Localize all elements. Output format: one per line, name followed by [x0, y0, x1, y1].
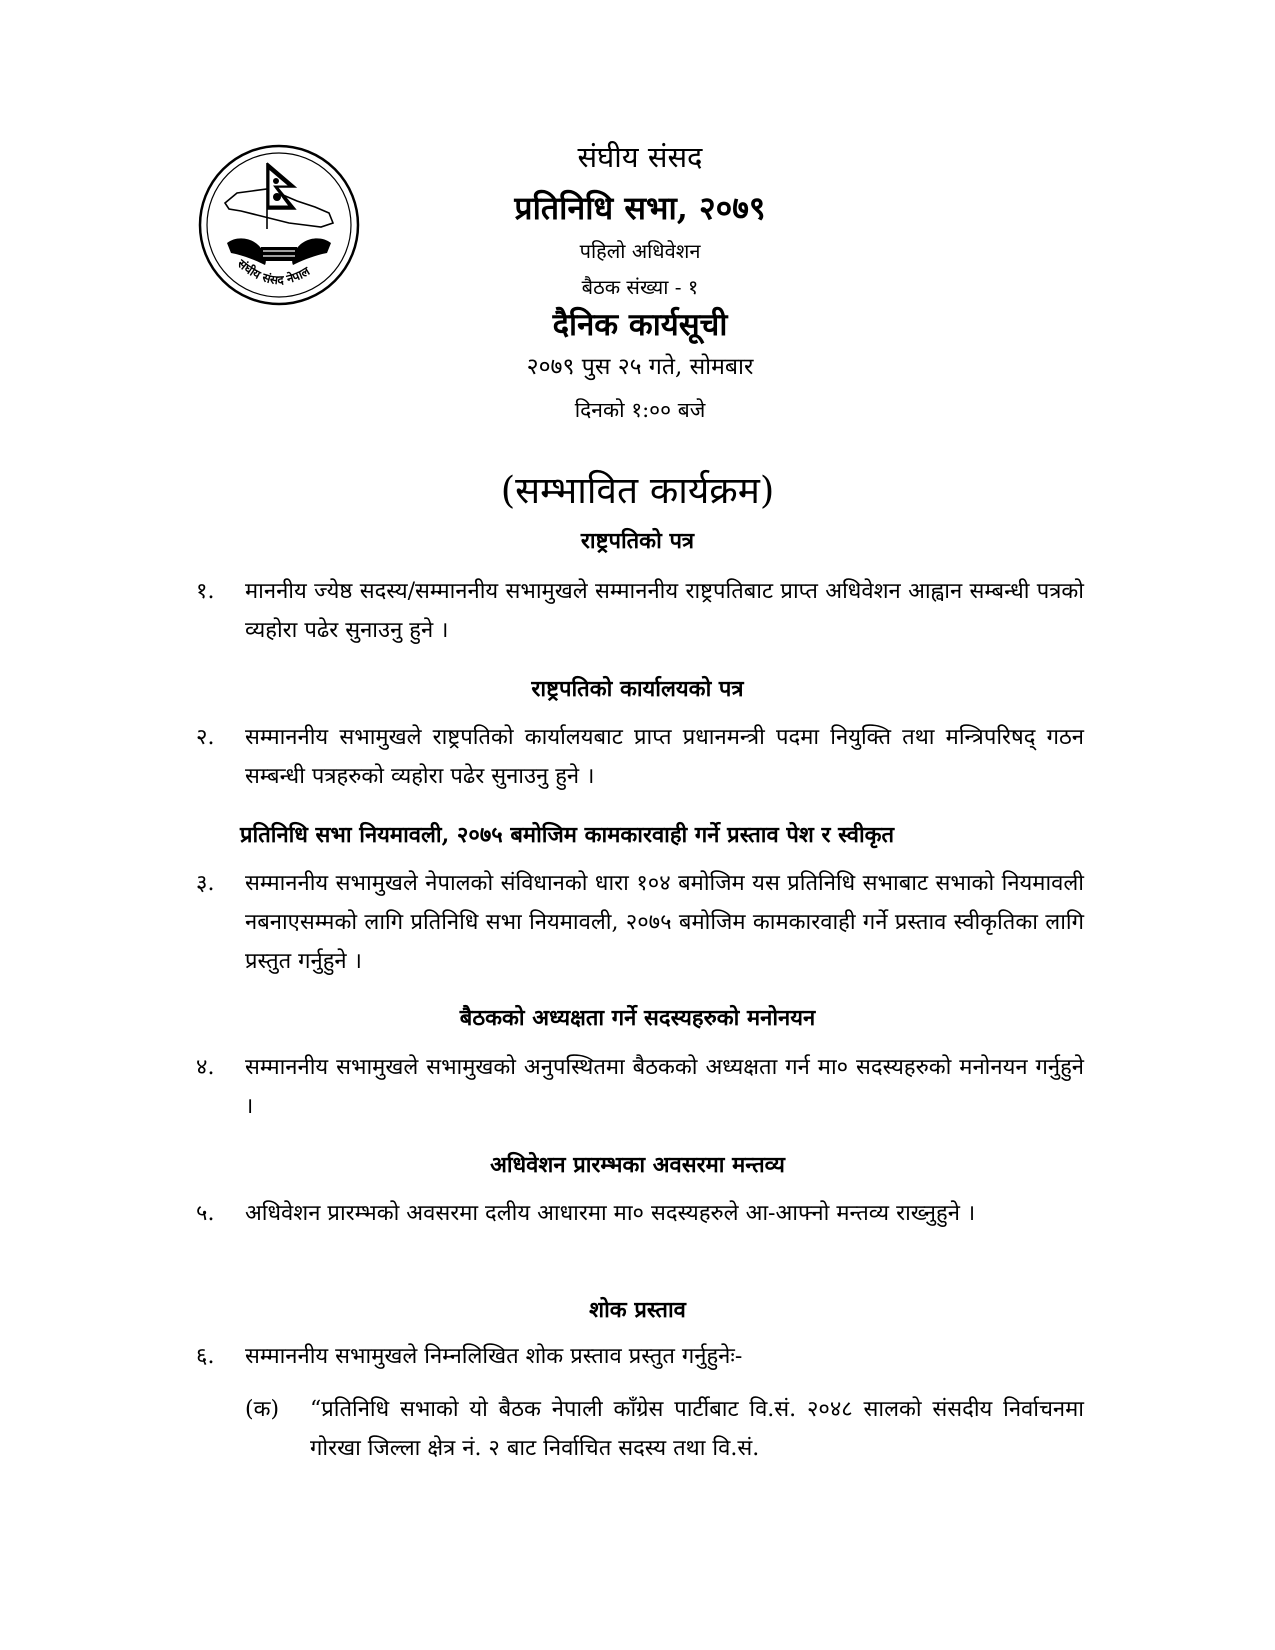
- agenda-item-1: [196, 572, 1084, 650]
- agenda-item-5: [196, 1194, 1084, 1233]
- item-number: १.: [196, 579, 215, 604]
- agenda-item-6: [196, 1337, 1084, 1376]
- agenda-item-3: [196, 864, 1084, 981]
- item-number: ४.: [196, 1055, 215, 1080]
- item-text: सम्माननीय सभामुखले राष्ट्रपतिको कार्यालयबाट प्राप्त प्रधानमन्त्री पदमा नियुक्ति तथा मन्त्रिपरिषद् गठन सम्बन्धी पत्रहरुको व्यहोरा पढेर सुनाउनु हुने ।: [245, 725, 1084, 790]
- section-heading-1: राष्ट्रपतिको पत्र: [580, 528, 695, 554]
- section-heading-3: प्रतिनिधि सभा नियमावली, २०७५ बमोजिम कामकारवाही गर्ने प्रस्ताव पेश र स्वीकृत: [240, 822, 895, 848]
- emblem-text: संघीय संसद नेपाल: [234, 256, 313, 288]
- item-text: माननीय ज्येष्ठ सदस्य/सम्माननीय सभामुखले सम्माननीय राष्ट्रपतिबाट प्राप्त अधिवेशन आह्वान सम्बन्धी पत्रको व्यहोरा पढेर सुनाउनु हुने ।: [245, 579, 1084, 644]
- item-text: अधिवेशन प्रारम्भको अवसरमा दलीय आधारमा मा० सदस्यहरुले आ-आफ्नो मन्तव्य राख्नुहुने ।: [245, 1201, 976, 1226]
- section-heading-2: राष्ट्रपतिको कार्यालयको पत्र: [531, 676, 744, 702]
- item-number: ६.: [196, 1344, 215, 1369]
- item-text: सम्माननीय सभामुखले सभामुखको अनुपस्थितमा बैठकको अध्यक्षता गर्न मा० सदस्यहरुको मनोनयन गर्नुहुने ।: [245, 1055, 1084, 1120]
- item-number: ५.: [196, 1201, 215, 1226]
- section-heading-6: शोक प्रस्ताव: [589, 1297, 686, 1323]
- document-header: [420, 140, 860, 423]
- meeting-number: बैठक संख्या - १: [581, 275, 699, 300]
- section-heading-4: बैठकको अध्यक्षता गर्ने सदस्यहरुको मनोनयन: [459, 1005, 816, 1031]
- sub-item-number: (क): [245, 1397, 280, 1422]
- parliament-emblem: [197, 143, 361, 307]
- meeting-date: २०७९ पुस २५ गते, सोमबार: [526, 354, 754, 381]
- parliament-name: संघीय संसद: [577, 140, 703, 174]
- agenda-title: दैनिक कार्यसूची: [552, 307, 728, 344]
- item-number: ३.: [196, 871, 215, 896]
- meeting-time: दिनको १:०० बजे: [574, 397, 706, 422]
- item-text: सम्माननीय सभामुखले नेपालको संविधानको धारा १०४ बमोजिम यस प्रतिनिधि सभाबाट सभाको नियमावली नबनाएसम्मको लागि प्रतिनिधि सभा नियमावली, २०७५ बमोजिम कामकारवाही गर्ने प्रस्ताव स्वीकृतिका लागि प्रस्तुत गर्नुहुने ।: [245, 871, 1084, 975]
- session-label: पहिलो अधिवेशन: [579, 239, 701, 264]
- item-number: २.: [196, 725, 215, 750]
- agenda-item-2: [196, 718, 1084, 796]
- program-title: (सम्भावित कार्यक्रम): [500, 469, 775, 512]
- sub-item-text: “प्रतिनिधि सभाको यो बैठक नेपाली काँग्रेस पार्टीबाट वि.सं. २०४८ सालको संसदीय निर्वाचनमा गोरखा जिल्ला क्षेत्र नं. २ बाट निर्वाचित सदस्य तथा वि.सं.: [310, 1397, 1084, 1462]
- item-text: सम्माननीय सभामुखले निम्नलिखित शोक प्रस्ताव प्रस्तुत गर्नुहुनेः-: [245, 1344, 743, 1369]
- sub-item-ka: [245, 1390, 1084, 1468]
- agenda-item-4: [196, 1048, 1084, 1126]
- house-name: प्रतिनिधि सभा, २०७९: [514, 188, 766, 227]
- section-heading-5: अधिवेशन प्रारम्भका अवसरमा मन्तव्य: [490, 1152, 785, 1178]
